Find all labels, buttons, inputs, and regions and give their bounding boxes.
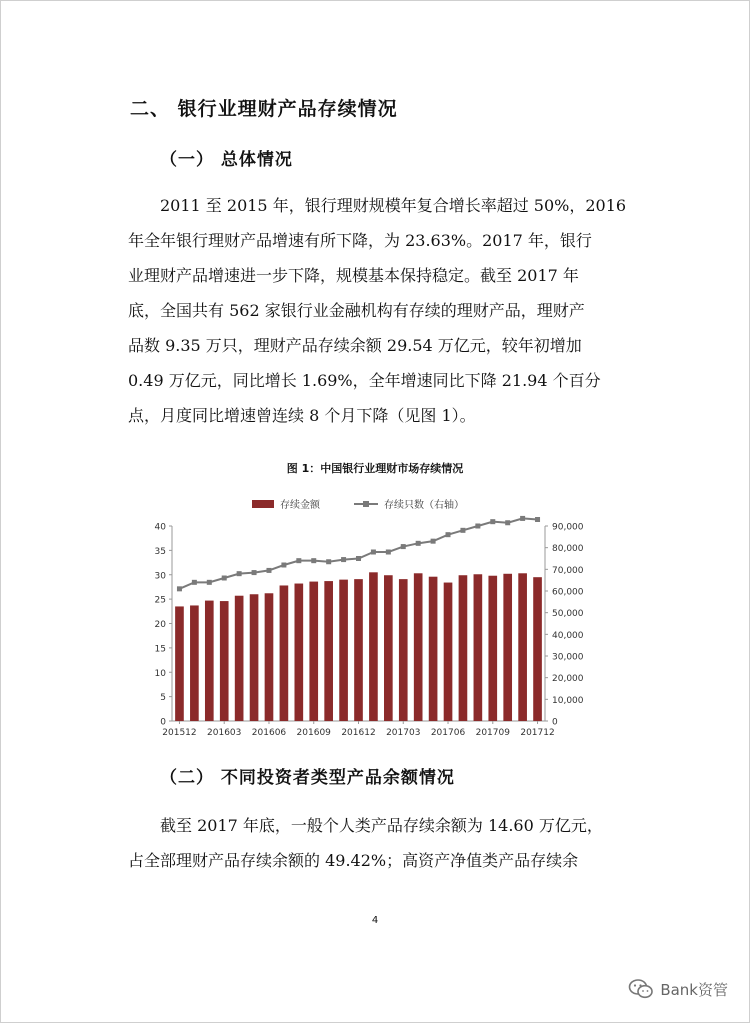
left-tick-label: 30 xyxy=(154,571,166,582)
right-tick-label: 40,000 xyxy=(552,630,584,641)
page-number: 4 xyxy=(371,915,379,926)
left-tick-label: 5 xyxy=(160,693,166,704)
wechat-icon xyxy=(628,978,654,1000)
paragraph-line: 底，全国共有 562 家银行业金融机构有存续的理财产品，理财产 xyxy=(128,301,585,320)
right-tick-label: 60,000 xyxy=(552,587,584,598)
x-tick-label: 201606 xyxy=(251,728,287,738)
watermark xyxy=(628,978,728,1000)
x-tick-label: 201603 xyxy=(207,728,242,738)
bar-balance xyxy=(518,573,527,721)
bar-balance xyxy=(354,579,363,721)
point-count xyxy=(505,520,510,525)
point-count xyxy=(460,528,465,533)
bar-balance xyxy=(309,582,318,721)
legend-label-balance: 存续金额 xyxy=(280,500,320,511)
bar-balance xyxy=(324,581,333,721)
right-tick-label: 70,000 xyxy=(552,565,584,576)
point-count xyxy=(296,558,301,563)
point-count xyxy=(431,539,436,544)
right-tick-label: 0 xyxy=(552,717,558,728)
point-count xyxy=(192,580,197,585)
balance-count-chart xyxy=(140,488,610,748)
x-tick-label: 201609 xyxy=(296,728,331,738)
left-tick-label: 25 xyxy=(154,595,166,606)
point-count xyxy=(266,568,271,573)
bar-balance xyxy=(235,596,244,721)
point-count xyxy=(520,516,525,521)
subsection-title-investor-types: （二） 不同投资者类型产品余额情况 xyxy=(160,768,455,788)
bar-balance xyxy=(414,573,423,721)
watermark-text: Bank资管 xyxy=(660,980,728,999)
right-tick-label: 80,000 xyxy=(552,544,584,555)
paragraph-line: 点，月度同比增速曾连续 8 个月下降（见图 1）。 xyxy=(128,406,476,425)
legend-marker-count xyxy=(363,501,369,507)
x-tick-label: 201706 xyxy=(430,728,466,738)
x-tick-label: 201703 xyxy=(386,728,421,738)
bar-balance xyxy=(429,577,438,721)
point-count xyxy=(281,563,286,568)
left-tick-label: 20 xyxy=(154,620,166,630)
bar-balance xyxy=(384,575,393,721)
point-count xyxy=(222,576,227,581)
point-count xyxy=(535,517,540,522)
section-title: 二、 银行业理财产品存续情况 xyxy=(130,98,398,120)
bar-balance xyxy=(175,606,184,721)
point-count xyxy=(311,558,316,563)
right-tick-label: 50,000 xyxy=(552,609,584,620)
right-tick-label: 10,000 xyxy=(552,695,584,706)
point-count xyxy=(326,559,331,564)
point-count xyxy=(490,519,495,524)
x-tick-label: 201709 xyxy=(475,728,510,738)
bar-balance xyxy=(280,585,289,721)
point-count xyxy=(416,541,421,546)
point-count xyxy=(386,550,391,555)
bar-balance xyxy=(265,593,274,721)
left-tick-label: 35 xyxy=(154,546,166,557)
paragraph-line: 占全部理财产品存续余额的 49.42%；高资产净值类产品存续余 xyxy=(128,851,579,870)
point-count xyxy=(356,556,361,561)
point-count xyxy=(177,586,182,591)
subsection-title-overall: （一） 总体情况 xyxy=(160,150,293,170)
point-count xyxy=(207,580,212,585)
point-count xyxy=(341,557,346,562)
bar-balance xyxy=(503,574,512,721)
left-tick-label: 15 xyxy=(154,644,166,655)
legend-swatch-balance xyxy=(252,500,274,508)
right-tick-label: 90,000 xyxy=(552,522,584,533)
bar-balance xyxy=(533,577,542,721)
bar-balance xyxy=(459,575,468,721)
bar-balance xyxy=(488,576,497,721)
bar-balance xyxy=(444,583,453,721)
point-count xyxy=(401,544,406,549)
bar-balance xyxy=(250,594,259,721)
bar-balance xyxy=(369,572,378,721)
point-count xyxy=(371,550,376,555)
right-tick-label: 20,000 xyxy=(552,674,584,685)
bar-balance xyxy=(190,605,199,721)
paragraph-line: 0.49 万亿元，同比增长 1.69%，全年增速同比下降 21.94 个百分 xyxy=(128,371,601,390)
point-count xyxy=(237,571,242,576)
left-tick-label: 10 xyxy=(154,668,166,679)
paragraph-line: 业理财产品增速进一步下降，规模基本保持稳定。截至 2017 年 xyxy=(128,266,579,285)
paragraph-line: 年全年银行理财产品增速有所下降，为 23.63%。2017 年，银行 xyxy=(128,231,592,250)
point-count xyxy=(475,524,480,529)
bar-balance xyxy=(220,601,229,721)
bar-balance xyxy=(399,579,408,721)
paragraph-investor-types xyxy=(128,808,628,878)
paragraph-line: 截至 2017 年底，一般个人类产品存续余额为 14.60 万亿元， xyxy=(160,816,603,835)
point-count xyxy=(252,570,257,575)
point-count xyxy=(446,532,451,537)
left-tick-label: 40 xyxy=(154,522,166,533)
paragraph-line: 品数 9.35 万只，理财产品存续余额 29.54 万亿元，较年初增加 xyxy=(128,336,582,355)
figure-title: 图 1：中国银行业理财市场存续情况 xyxy=(286,462,464,475)
x-tick-label: 201612 xyxy=(341,728,376,738)
bar-balance xyxy=(294,584,303,721)
x-tick-label: 201512 xyxy=(162,728,197,738)
legend-label-count: 存续只数（右轴） xyxy=(384,500,464,511)
bar-balance xyxy=(474,574,483,721)
bar-balance xyxy=(339,580,348,721)
paragraph-line: 2011 至 2015 年，银行理财规模年复合增长率超过 50%，2016 xyxy=(160,196,627,215)
right-tick-label: 30,000 xyxy=(552,652,584,663)
bar-balance xyxy=(205,601,214,721)
left-tick-label: 0 xyxy=(160,717,166,728)
paragraph-overall xyxy=(128,188,628,433)
line-count xyxy=(179,518,537,588)
x-tick-label: 201712 xyxy=(520,728,555,738)
